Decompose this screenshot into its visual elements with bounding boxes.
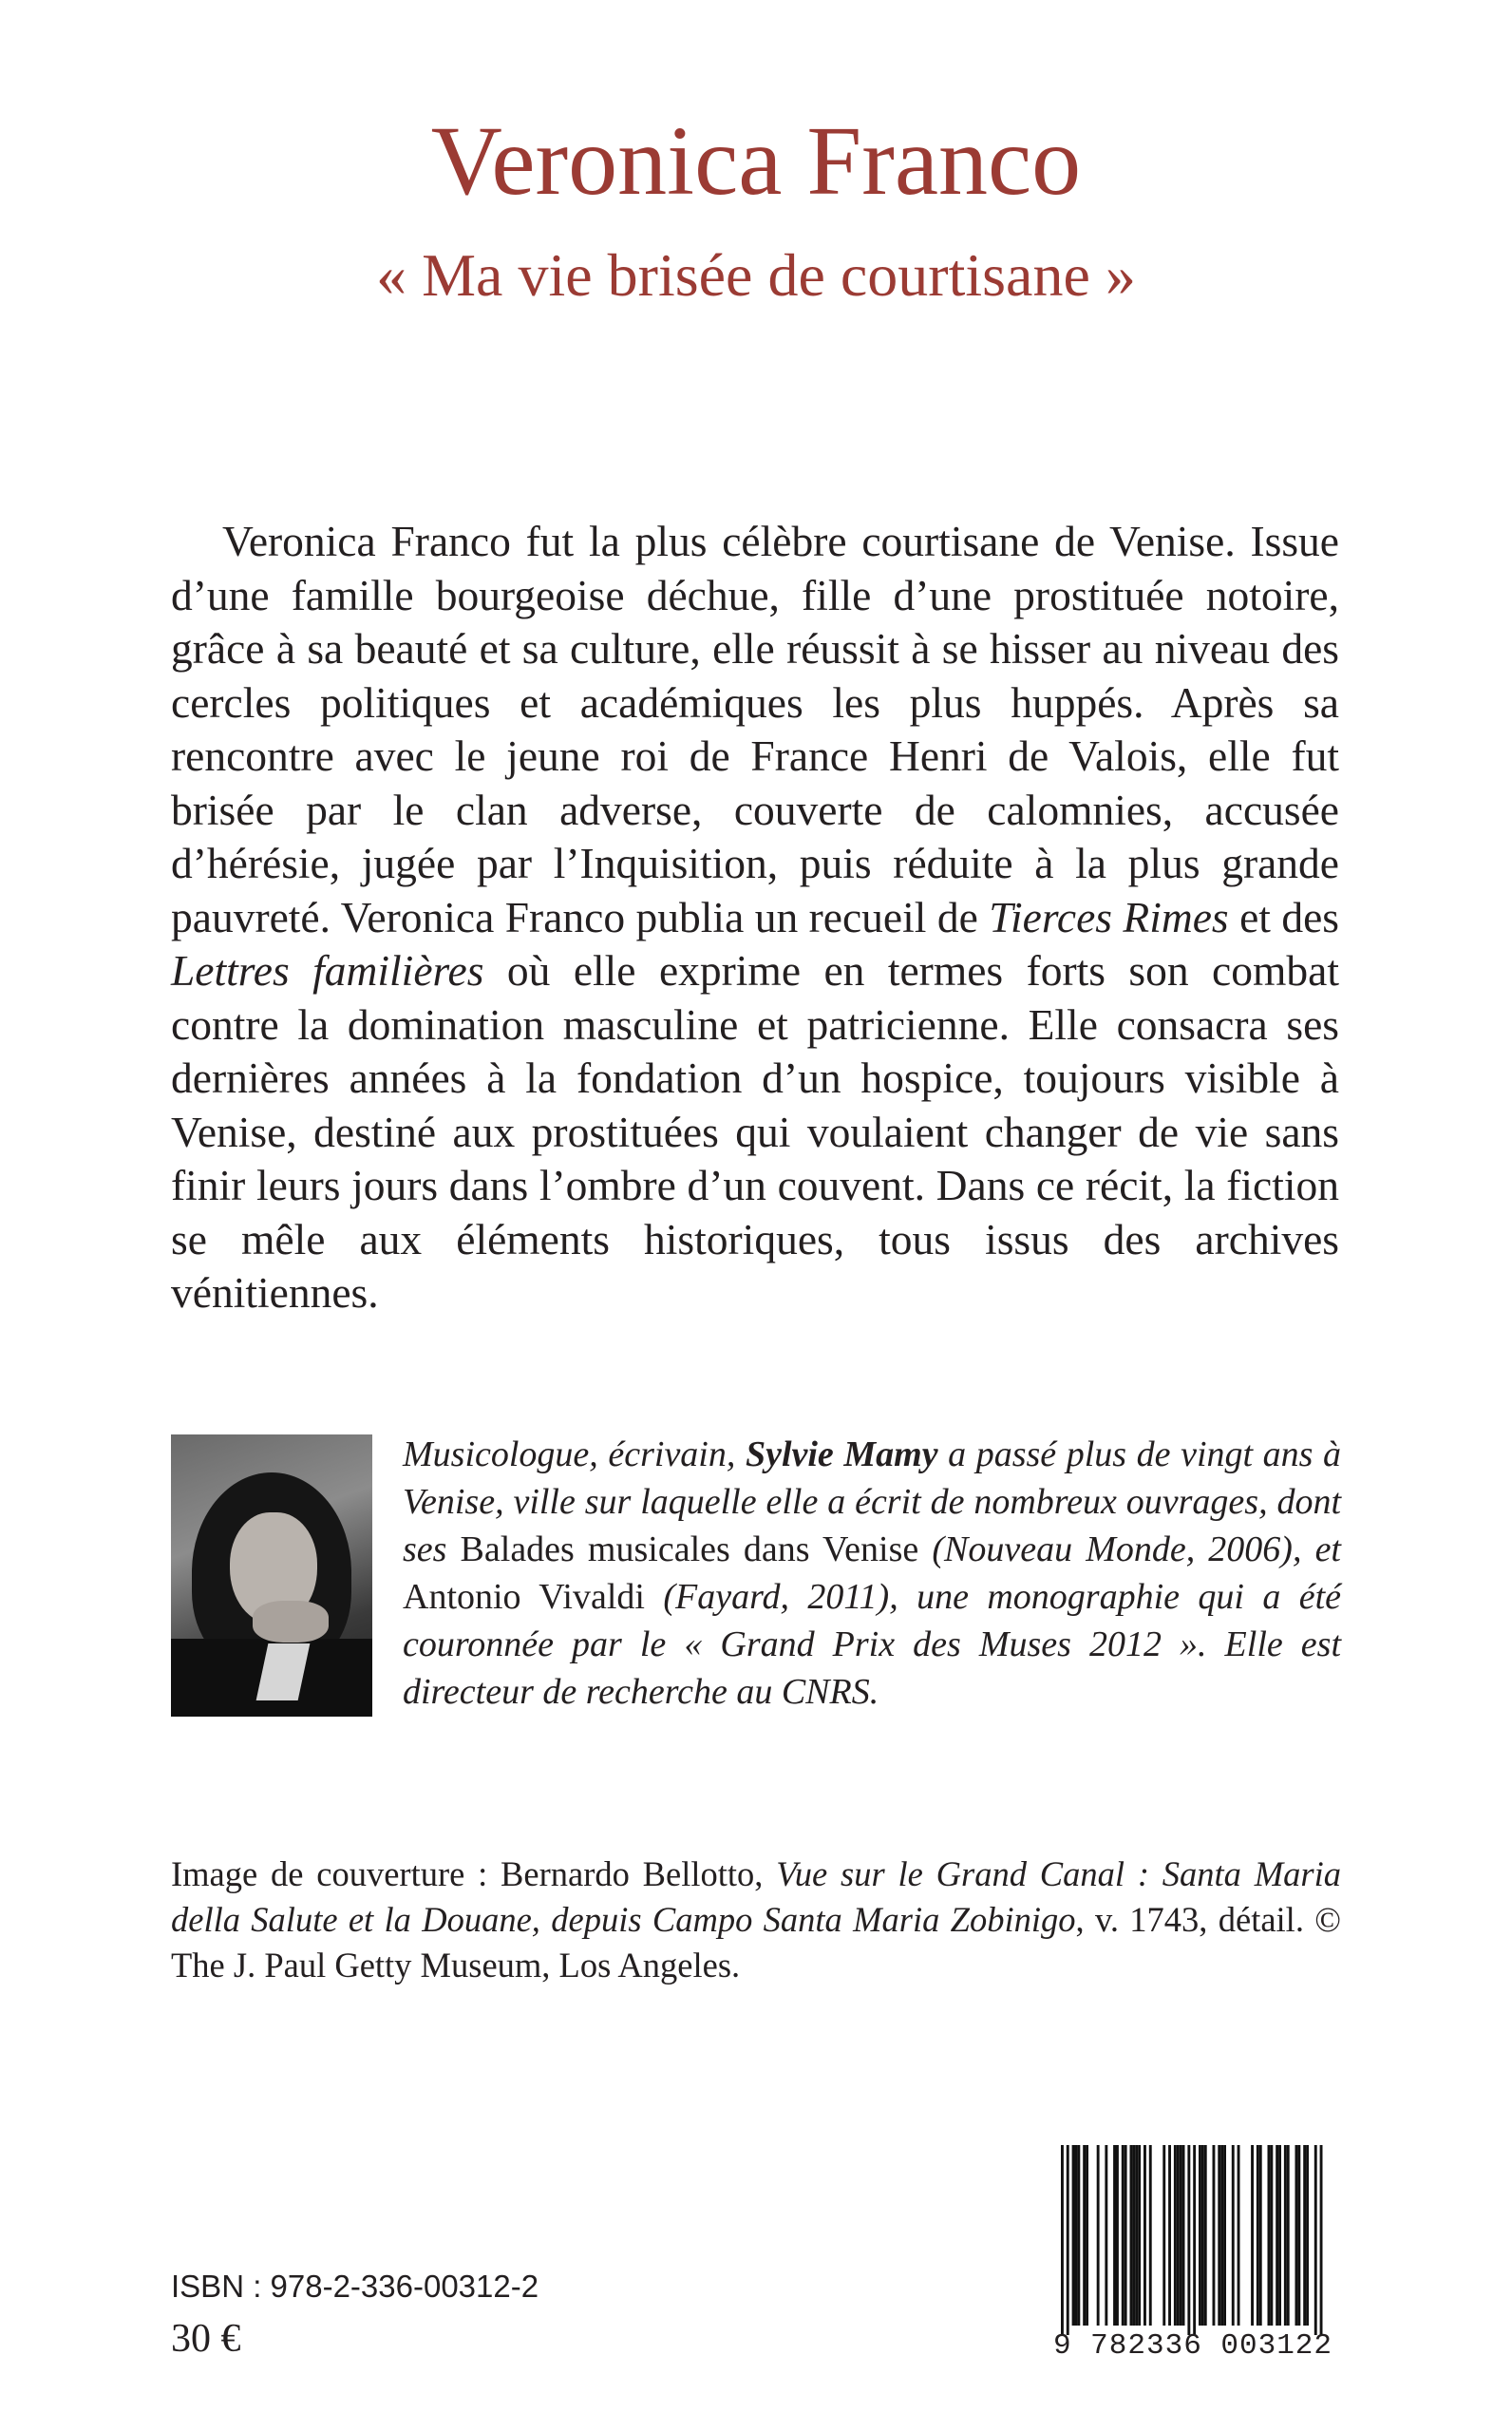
barcode-bar — [1278, 2145, 1281, 2326]
barcode-bar — [1168, 2145, 1171, 2326]
barcode-bar — [1083, 2145, 1086, 2326]
barcode-bars — [1040, 2137, 1346, 2337]
barcode-bar — [1204, 2145, 1207, 2326]
barcode-bar — [1276, 2145, 1278, 2326]
synopsis-text-1: Veronica Franco fut la plus célèbre courtisane de Venise. Issue d’une famille bourgeoise déchue, fille d’une prostituée notoire, grâce à sa beauté et sa culture, elle réussit à se hisser au niveau des cercles politiques et académiques les plus huppés. Après sa rencontre avec le jeune roi de France Henri de Valois, elle fut brisée par le clan adverse, couverte de calomnies, accusée d’hérésie, jugée par l’Inquisition, puis réduite à la plus grande pauvreté. Veronica Franco publia un recueil de — [171, 517, 1339, 941]
barcode-bar — [1122, 2145, 1125, 2326]
barcode-bar — [1201, 2145, 1204, 2326]
synopsis-text-3: où elle exprime en termes forts son combat contre la domination masculine et patricienne. Elle consacra ses dernières années à la fondation d’un hospice, toujours visible à Venise, destiné aux prostituées qui voulaient changer de vie sans finir leurs jours dans l’ombre d’un couvent. Dans ce récit, la fiction se mêle aux éléments historiques, tous issus des archives vénitiennes. — [171, 946, 1339, 1317]
author-book-title-1: Balades musicales dans Venise — [460, 1529, 919, 1569]
barcode-bar — [1174, 2145, 1177, 2326]
barcode-bar — [1138, 2145, 1141, 2326]
author-bio-text-3: (Fayard, 2011), une monographie qui a été couronnée par le « Grand Prix des Muses 2012 ». Elle est directeur de recherche au CNRS. — [403, 1577, 1342, 1712]
barcode-bar — [1270, 2145, 1273, 2326]
barcode-bar — [1130, 2145, 1133, 2326]
barcode-bar — [1162, 2145, 1165, 2326]
barcode-bar — [1295, 2145, 1298, 2326]
barcode-bar — [1213, 2145, 1216, 2326]
barcode-bar — [1232, 2145, 1235, 2326]
barcode-bar — [1113, 2145, 1116, 2326]
author-bio-text-1: a passé plus de vingt ans à Venise, ville sur laquelle elle a écrit de nombreux ouvrages, dont ses — [403, 1434, 1341, 1569]
author-bio-text-2: (Nouveau Monde, 2006), et — [918, 1529, 1341, 1569]
credits-prefix: Image de couverture : Bernardo Bellotto, — [171, 1854, 777, 1893]
barcode — [1040, 2137, 1346, 2375]
author-photo-hand — [253, 1601, 329, 1643]
barcode-bar — [1180, 2145, 1182, 2326]
author-book-title-2: Antonio Vivaldi — [403, 1577, 645, 1617]
barcode-bar — [1077, 2145, 1080, 2326]
barcode-bar — [1116, 2145, 1119, 2326]
barcode-bar — [1287, 2145, 1290, 2326]
barcode-bar — [1132, 2145, 1135, 2326]
barcode-bar — [1072, 2145, 1075, 2326]
author-bio — [403, 1431, 1341, 1716]
barcode-bar — [1257, 2145, 1259, 2326]
barcode-bar — [1182, 2145, 1185, 2326]
book-subtitle: « Ma vie brisée de courtisane » — [376, 241, 1136, 309]
barcode-bar — [1125, 2145, 1127, 2326]
book-title: Veronica Franco — [430, 106, 1082, 216]
barcode-bar — [1306, 2145, 1309, 2326]
barcode-bar — [1061, 2145, 1064, 2335]
barcode-bar — [1135, 2145, 1138, 2326]
author-name: Sylvie Mamy — [745, 1434, 938, 1474]
synopsis-work-title-2: Lettres familières — [171, 946, 484, 995]
barcode-bar — [1177, 2145, 1180, 2326]
barcode-bar — [1320, 2145, 1323, 2335]
barcode-bar — [1251, 2145, 1254, 2326]
synopsis-work-title-1: Tierces Rimes — [989, 892, 1229, 941]
credits-artwork-title: Vue sur le Grand Canal : Santa Maria della Salute et la Douane, depuis Campo Santa Maria Zobinigo — [171, 1854, 1341, 1939]
barcode-bar — [1303, 2145, 1306, 2326]
cover-image-credits — [171, 1852, 1341, 1988]
author-photo — [171, 1434, 372, 1717]
synopsis — [171, 515, 1339, 1320]
author-bio-intro: Musicologue, écrivain, — [403, 1434, 746, 1474]
barcode-digits: 9 782336 003122 — [1052, 2329, 1333, 2363]
barcode-bar — [1187, 2145, 1190, 2335]
price: 30 € — [171, 2317, 241, 2361]
barcode-bar — [1297, 2145, 1300, 2326]
barcode-bar — [1075, 2145, 1078, 2326]
barcode-bar — [1314, 2145, 1317, 2335]
barcode-bar — [1067, 2145, 1069, 2335]
barcode-bar — [1143, 2145, 1146, 2326]
barcode-bar — [1238, 2145, 1240, 2326]
barcode-bar — [1199, 2145, 1201, 2326]
barcode-bar — [1086, 2145, 1088, 2326]
barcode-bar — [1220, 2145, 1223, 2326]
barcode-bar — [1284, 2145, 1287, 2326]
synopsis-text-2: et des — [1228, 892, 1339, 941]
barcode-bar — [1218, 2145, 1220, 2326]
barcode-bar — [1223, 2145, 1226, 2326]
barcode-bar — [1259, 2145, 1262, 2326]
barcode-bar — [1193, 2145, 1196, 2335]
barcode-bar — [1149, 2145, 1152, 2326]
barcode-bar — [1268, 2145, 1271, 2326]
isbn: ISBN : 978-2-336-00312-2 — [171, 2269, 539, 2304]
barcode-bar — [1105, 2145, 1107, 2326]
credits-suffix: , v. 1743, détail. © The J. Paul Getty Museum, Los Angeles. — [171, 1900, 1341, 1985]
barcode-bar — [1097, 2145, 1100, 2326]
